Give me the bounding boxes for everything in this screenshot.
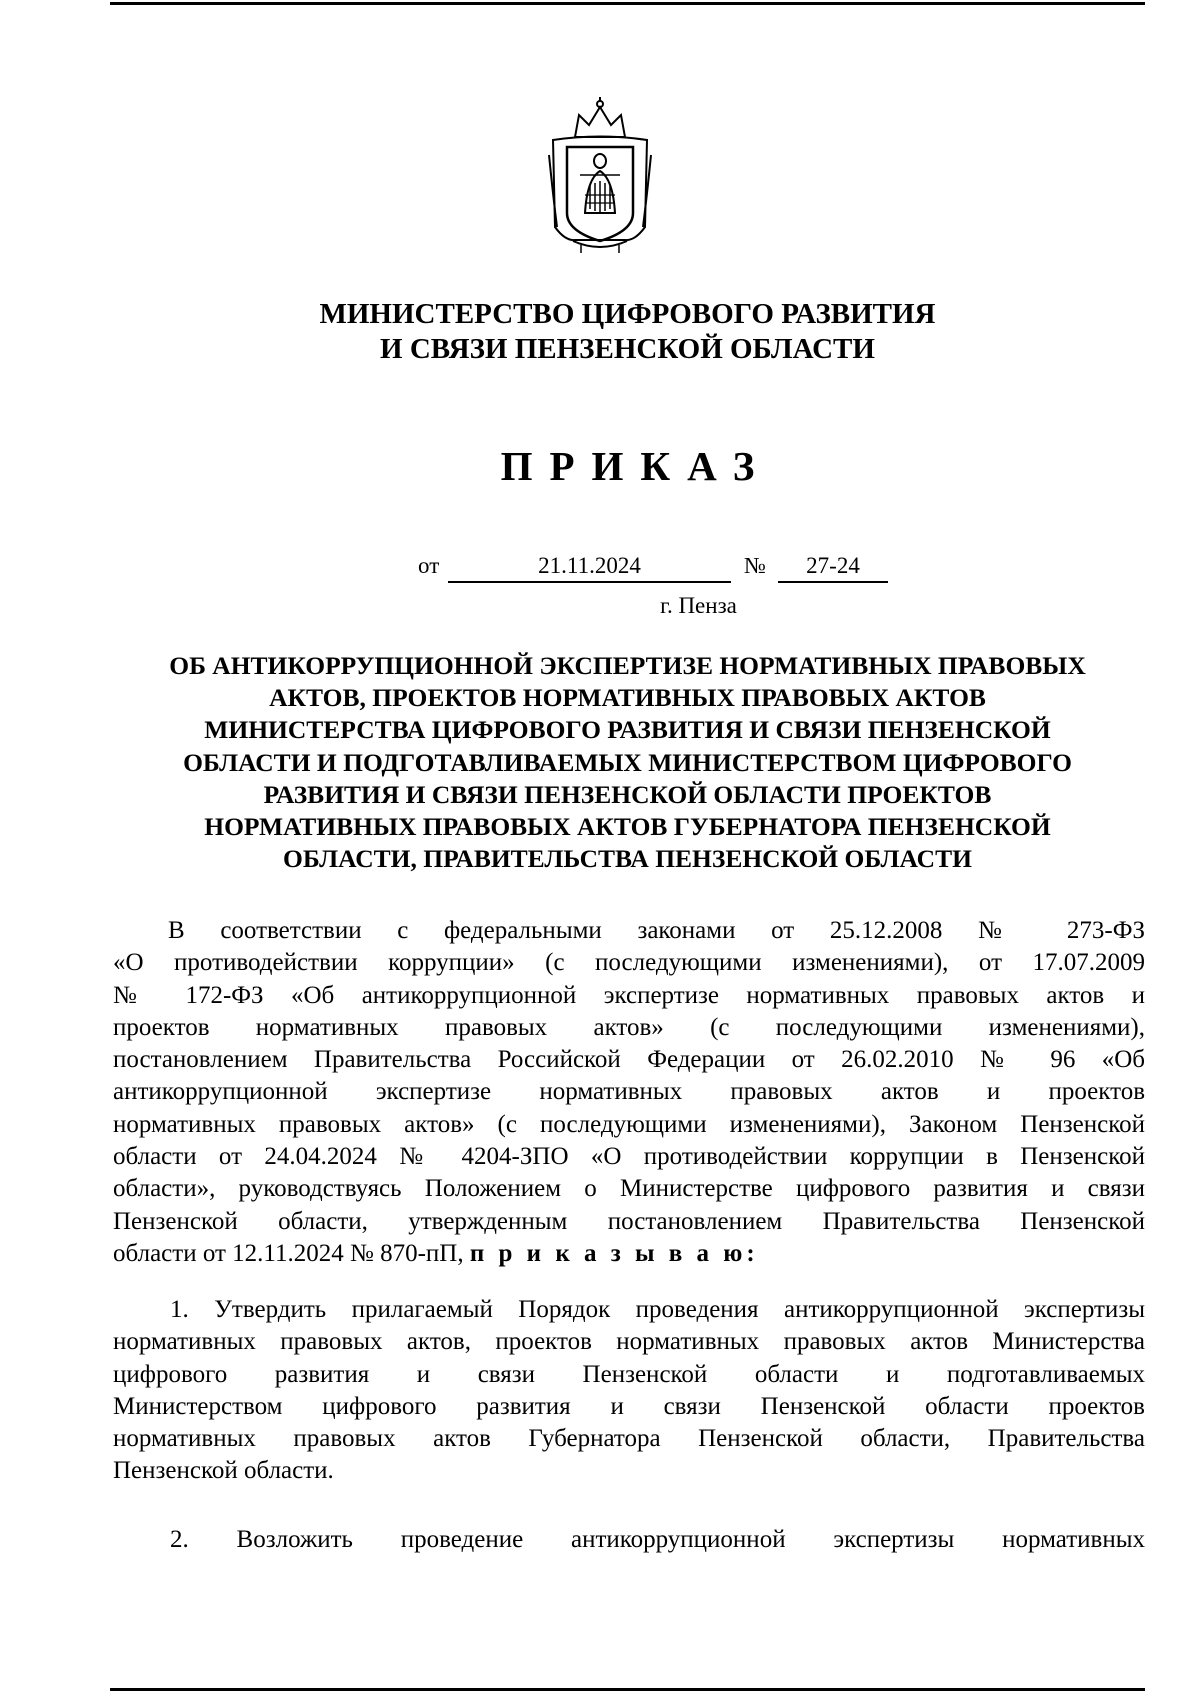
preamble-line: проектов нормативных правовых актов» (с последующими изменениями), xyxy=(113,1013,1145,1041)
order-date: 21.11.2024 xyxy=(448,553,731,583)
number-label: № xyxy=(744,553,766,578)
item-1-line: Министерством цифрового развития и связи Пензенской области проектов xyxy=(113,1392,1145,1420)
ministry-name xyxy=(110,297,1145,367)
order-number: 27-24 xyxy=(778,553,888,583)
title-line: ОБ АНТИКОРРУПЦИОННОЙ ЭКСПЕРТИЗЕ НОРМАТИВНЫХ ПРАВОВЫХ xyxy=(169,651,1086,680)
item-1-line: 1. Утвердить прилагаемый Порядок проведения антикоррупционной экспертизы xyxy=(170,1296,1145,1323)
preamble-line: области от 12.11.2024 № 870-пП, xyxy=(113,1239,464,1267)
preamble-line: антикоррупционной экспертизе нормативных правовых актов и проектов xyxy=(113,1078,1145,1106)
item-1-line: цифрового развития и связи Пензенской области и подготавливаемых xyxy=(113,1360,1145,1388)
item-2-paragraph xyxy=(113,1524,1145,1556)
title-line: АКТОВ, ПРОЕКТОВ НОРМАТИВНЫХ ПРАВОВЫХ АКТОВ xyxy=(269,683,986,713)
preamble-paragraph xyxy=(113,915,1145,1270)
preamble-line: нормативных правовых актов» (с последующими изменениями), Законом Пензенской xyxy=(113,1110,1145,1138)
preamble-line: постановлением Правительства Российской Федерации от 26.02.2010 № 96 «Об xyxy=(113,1046,1145,1074)
ministry-name-line: МИНИСТЕРСТВО ЦИФРОВОГО РАЗВИТИЯ xyxy=(319,298,936,330)
title-line: ОБЛАСТИ И ПОДГОТАВЛИВАЕМЫХ МИНИСТЕРСТВОМ ЦИФРОВОГО xyxy=(183,747,1072,777)
preamble-line: № 172-ФЗ «Об антикоррупционной экспертизе нормативных правовых актов и xyxy=(113,981,1145,1009)
preamble-line: Пензенской области, утвержденным постановлением Правительства Пензенской xyxy=(113,1207,1145,1235)
title-line: ОБЛАСТИ, ПРАВИТЕЛЬСТВА ПЕНЗЕНСКОЙ ОБЛАСТИ xyxy=(283,844,972,874)
title-line: РАЗВИТИЯ И СВЯЗИ ПЕНЗЕНСКОЙ ОБЛАСТИ ПРОЕКТОВ xyxy=(263,779,992,809)
bottom-border-line xyxy=(110,1688,1145,1691)
top-border-line xyxy=(110,2,1145,5)
item-1-paragraph xyxy=(113,1294,1145,1488)
coat-of-arms-emblem xyxy=(545,95,655,255)
title-line: НОРМАТИВНЫХ ПРАВОВЫХ АКТОВ ГУБЕРНАТОРА ПЕНЗЕНСКОЙ xyxy=(204,812,1051,842)
order-command: п р и к а з ы в а ю: xyxy=(469,1239,759,1267)
preamble-last-line xyxy=(113,1238,1145,1270)
preamble-line: В соответствии с федеральными законами от 25.12.2008 № 273-ФЗ xyxy=(168,917,1145,944)
ministry-name-line: И СВЯЗИ ПЕНЗЕНСКОЙ ОБЛАСТИ xyxy=(380,333,875,365)
preamble-line: области от 24.04.2024 № 4204-ЗПО «О противодействии коррупции в Пензенской xyxy=(113,1143,1145,1171)
issuing-city: г. Пенза xyxy=(660,593,737,618)
document-type-heading: ПРИКАЗ xyxy=(500,443,772,489)
item-1-line: нормативных правовых актов, проектов нормативных правовых актов Министерства xyxy=(113,1328,1145,1356)
title-line: МИНИСТЕРСТВА ЦИФРОВОГО РАЗВИТИЯ И СВЯЗИ ПЕНЗЕНСКОЙ xyxy=(204,715,1051,745)
preamble-line: области», руководствуясь Положением о Министерстве цифрового развития и связи xyxy=(113,1175,1145,1203)
document-title xyxy=(110,650,1145,875)
date-label: от xyxy=(418,553,440,578)
item-1-line: нормативных правовых актов Губернатора Пензенской области, Правительства xyxy=(113,1425,1145,1453)
item-1-line: Пензенской области. xyxy=(113,1457,334,1485)
item-2-line: 2. Возложить проведение антикоррупционной экспертизы нормативных xyxy=(170,1526,1145,1553)
preamble-line: «О противодействии коррупции» (с последующими изменениями), от 17.07.2009 xyxy=(113,949,1145,977)
